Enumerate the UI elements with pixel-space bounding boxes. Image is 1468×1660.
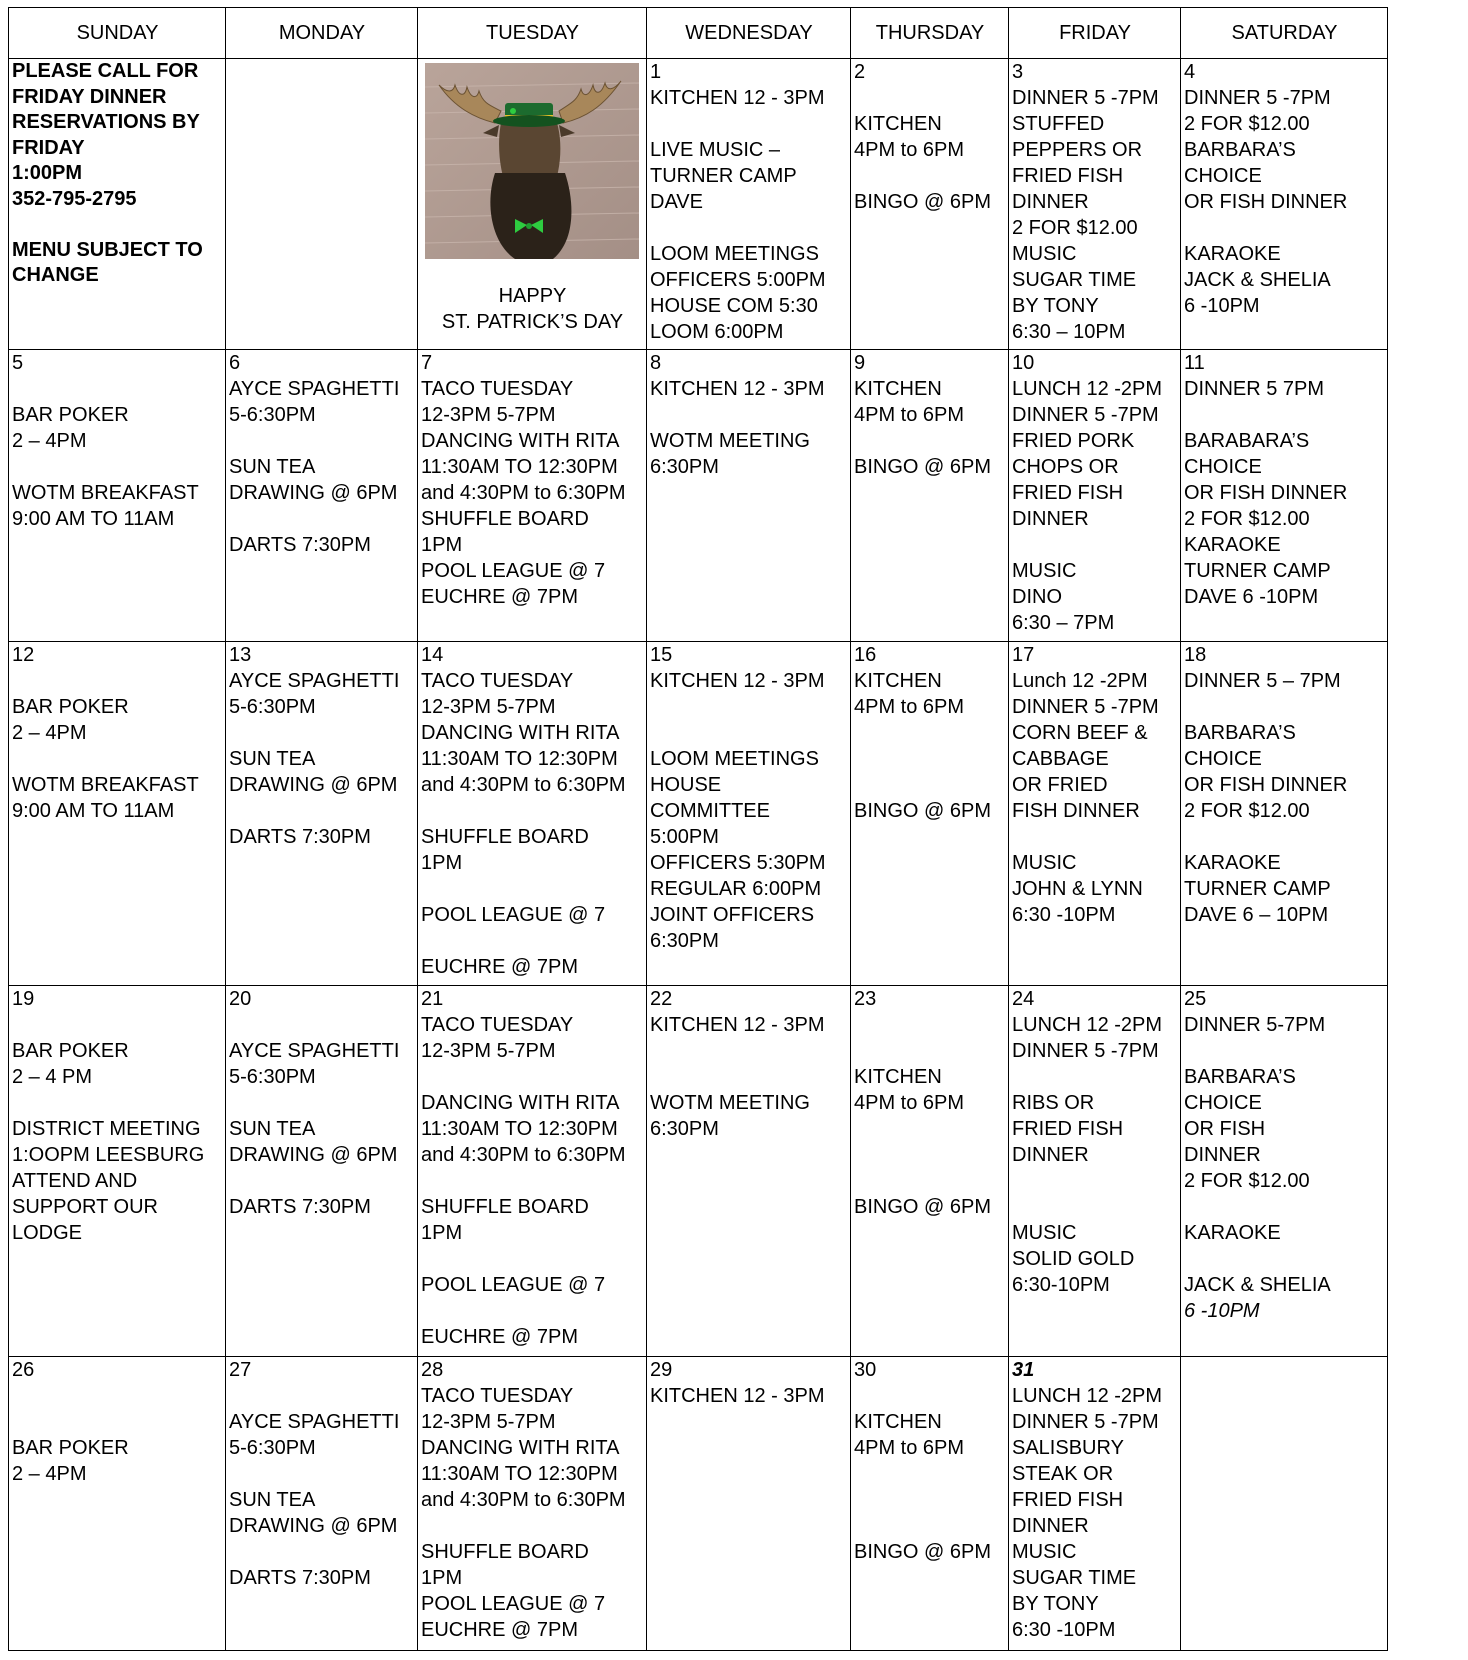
day-cell — [1181, 59, 1388, 350]
day-cell — [418, 1356, 647, 1650]
day-cell — [1181, 641, 1388, 985]
day-events: AYCE SPAGHETTI 5-6:30PM SUN TEA DRAWING @ 6PM DARTS 7:30PM — [229, 378, 400, 557]
day-number: 23 — [854, 987, 877, 1010]
day-events: TACO TUESDAY 12-3PM 5-7PM DANCING WITH RITA 11:30AM TO 12:30PM and 4:30PM to 6:30PM SHUFFLE BOARD 1PM POOL LEAGUE @ 7 EUCHRE @ 7PM — [421, 1013, 626, 1348]
day-cell — [851, 985, 1009, 1356]
day-number: 19 — [12, 987, 35, 1010]
day-events: KITCHEN 4PM to 6PM BINGO @ 6PM — [854, 1410, 991, 1563]
day-events: KITCHEN 12 - 3PM WOTM MEETING 6:30PM — [650, 1013, 825, 1140]
moose-with-hat-image — [425, 63, 639, 259]
day-number: 18 — [1184, 643, 1207, 666]
day-cell — [1009, 350, 1181, 641]
day-events: DINNER 5-7PM BARBARA’S CHOICE OR FISH DINNER 2 FOR $12.00 KARAOKE JACK & SHELIA — [1184, 1013, 1331, 1296]
day-events: KITCHEN 4PM to 6PM BINGO @ 6PM — [854, 1065, 991, 1218]
day-cell — [1009, 1356, 1181, 1650]
day-events: KITCHEN 12 - 3PM LIVE MUSIC – TURNER CAMP DAVE LOOM MEETINGS OFFICERS 5:00PM HOUSE COM 5:30 LOOM 6:00PM — [650, 87, 826, 343]
day-cell — [226, 641, 418, 985]
day-cell — [9, 1356, 226, 1650]
day-number: 10 — [1012, 352, 1035, 375]
day-events: TACO TUESDAY 12-3PM 5-7PM DANCING WITH RITA 11:30AM TO 12:30PM and 4:30PM to 6:30PM SHUFFLE BOARD 1PM POOL LEAGUE @ 7 EUCHRE @ 7PM — [421, 1384, 626, 1641]
day-number: 1 — [650, 61, 662, 83]
day-number: 31 — [1012, 1358, 1035, 1381]
day-events: LUNCH 12 -2PM DINNER 5 -7PM FRIED PORK CHOPS OR FRIED FISH DINNER MUSIC DINO 6:30 – 7PM — [1012, 378, 1163, 635]
day-number: 7 — [421, 352, 433, 375]
day-events: KITCHEN 4PM to 6PM BINGO @ 6PM — [854, 113, 991, 213]
day-events: TACO TUESDAY 12-3PM 5-7PM DANCING WITH RITA 11:30AM TO 12:30PM and 4:30PM to 6:30PM SHUFFLE BOARD 1PM POOL LEAGUE @ 7 EUCHRE @ 7PM — [421, 378, 626, 609]
st-patricks-caption: HAPPY ST. PATRICK’S DAY — [441, 285, 624, 333]
day-cell — [851, 59, 1009, 350]
day-cell — [226, 350, 418, 641]
header-sunday: SUNDAY — [9, 8, 226, 59]
header-saturday: SATURDAY — [1181, 8, 1388, 59]
day-cell — [1009, 59, 1181, 350]
day-cell — [226, 1356, 418, 1650]
day-events: BAR POKER 2 – 4PM WOTM BREAKFAST 9:00 AM TO 11AM — [12, 695, 199, 822]
day-number: 21 — [421, 987, 444, 1010]
day-events: BAR POKER 2 – 4PM — [12, 1436, 129, 1485]
day-number: 30 — [854, 1358, 877, 1381]
day-cell-st-patricks — [418, 59, 647, 350]
day-cell-notice — [9, 59, 226, 350]
day-number: 26 — [12, 1358, 35, 1381]
header-thursday: THURSDAY — [851, 8, 1009, 59]
header-monday: MONDAY — [226, 8, 418, 59]
day-events: KITCHEN 12 - 3PM — [650, 1384, 825, 1407]
day-cell — [647, 985, 851, 1356]
day-number: 24 — [1012, 987, 1035, 1010]
day-number: 28 — [421, 1358, 444, 1381]
day-number: 27 — [229, 1358, 252, 1381]
day-cell — [647, 59, 851, 350]
day-number: 8 — [650, 352, 662, 375]
day-cell — [418, 985, 647, 1356]
day-number: 9 — [854, 352, 866, 375]
day-events: TACO TUESDAY 12-3PM 5-7PM DANCING WITH RITA 11:30AM TO 12:30PM and 4:30PM to 6:30PM SHUFFLE BOARD 1PM POOL LEAGUE @ 7 EUCHRE @ 7PM — [421, 669, 626, 978]
day-number: 6 — [229, 352, 241, 375]
weekday-header-row — [9, 8, 1388, 59]
day-events: KITCHEN 12 - 3PM LOOM MEETINGS HOUSE COMMITTEE 5:00PM OFFICERS 5:30PM REGULAR 6:00PM JOINT OFFICERS 6:30PM — [650, 669, 826, 952]
day-events: AYCE SPAGHETTI 5-6:30PM SUN TEA DRAWING @ 6PM DARTS 7:30PM — [229, 1410, 400, 1589]
day-events: DINNER 5 -7PM 2 FOR $12.00 BARBARA’S CHOICE OR FISH DINNER KARAOKE JACK & SHELIA 6 -10PM — [1184, 87, 1348, 317]
header-tuesday: TUESDAY — [418, 8, 647, 59]
day-events: LUNCH 12 -2PM DINNER 5 -7PM SALISBURY STEAK OR FRIED FISH DINNER MUSIC SUGAR TIME BY TONY 6:30 -10PM — [1012, 1384, 1163, 1641]
day-events-italic: 6 -10PM — [1184, 1299, 1260, 1322]
day-events: DINNER 5 – 7PM BARBARA’S CHOICE OR FISH DINNER 2 FOR $12.00 KARAOKE TURNER CAMP DAVE 6 – 10PM — [1184, 669, 1348, 926]
day-events: Lunch 12 -2PM DINNER 5 -7PM CORN BEEF & CABBAGE OR FRIED FISH DINNER MUSIC JOHN & LYNN 6:30 -10PM — [1012, 669, 1159, 926]
day-cell — [851, 641, 1009, 985]
day-number: 14 — [421, 643, 444, 666]
day-cell — [9, 350, 226, 641]
day-number: 22 — [650, 987, 673, 1010]
moose-image-wrap — [421, 59, 644, 259]
day-events: BAR POKER 2 – 4 PM DISTRICT MEETING 1:OOPM LEESBURG ATTEND AND SUPPORT OUR LODGE — [12, 1039, 205, 1244]
day-cell — [647, 350, 851, 641]
week-row — [9, 641, 1388, 985]
day-cell-empty — [1181, 1356, 1388, 1650]
day-number: 12 — [12, 643, 35, 666]
day-events: AYCE SPAGHETTI 5-6:30PM SUN TEA DRAWING @ 6PM DARTS 7:30PM — [229, 669, 400, 848]
day-number: 11 — [1184, 352, 1205, 375]
day-number: 25 — [1184, 987, 1207, 1010]
day-cell — [1009, 985, 1181, 1356]
day-cell — [226, 985, 418, 1356]
day-cell — [9, 641, 226, 985]
day-number: 17 — [1012, 643, 1035, 666]
day-number: 16 — [854, 643, 877, 666]
day-number: 2 — [854, 61, 866, 83]
header-wednesday: WEDNESDAY — [647, 8, 851, 59]
day-events: BAR POKER 2 – 4PM WOTM BREAKFAST 9:00 AM TO 11AM — [12, 404, 199, 531]
day-number: 4 — [1184, 61, 1196, 83]
day-cell — [851, 1356, 1009, 1650]
day-events: DINNER 5 -7PM STUFFED PEPPERS OR FRIED FISH DINNER 2 FOR $12.00 MUSIC SUGAR TIME BY TONY 6:30 – 10PM — [1012, 87, 1159, 343]
day-cell — [1181, 985, 1388, 1356]
day-cell-empty — [226, 59, 418, 350]
day-cell — [647, 641, 851, 985]
day-events: DINNER 5 7PM BARABARA’S CHOICE OR FISH DINNER 2 FOR $12.00 KARAOKE TURNER CAMP DAVE 6 -10PM — [1184, 378, 1348, 609]
day-events: KITCHEN 4PM to 6PM BINGO @ 6PM — [854, 669, 991, 822]
day-cell — [1181, 350, 1388, 641]
day-cell — [418, 641, 647, 985]
week-row — [9, 985, 1388, 1356]
day-events: LUNCH 12 -2PM DINNER 5 -7PM RIBS OR FRIED FISH DINNER MUSIC SOLID GOLD 6:30-10PM — [1012, 1013, 1163, 1296]
day-cell — [851, 350, 1009, 641]
week-row — [9, 1356, 1388, 1650]
day-number: 29 — [650, 1358, 673, 1381]
day-cell — [647, 1356, 851, 1650]
day-number: 15 — [650, 643, 673, 666]
header-friday: FRIDAY — [1009, 8, 1181, 59]
day-cell — [418, 350, 647, 641]
day-events: KITCHEN 12 - 3PM WOTM MEETING 6:30PM — [650, 378, 825, 479]
day-number: 13 — [229, 643, 252, 666]
day-number: 3 — [1012, 61, 1024, 83]
week-row — [9, 59, 1388, 350]
day-number: 20 — [229, 987, 252, 1010]
day-events: AYCE SPAGHETTI 5-6:30PM SUN TEA DRAWING @ 6PM DARTS 7:30PM — [229, 1039, 400, 1218]
day-events: KITCHEN 4PM to 6PM BINGO @ 6PM — [854, 378, 991, 479]
week-row — [9, 350, 1388, 641]
calendar-table — [8, 7, 1388, 1651]
day-cell — [9, 985, 226, 1356]
day-cell — [1009, 641, 1181, 985]
day-number: 5 — [12, 352, 24, 375]
reservation-notice: PLEASE CALL FOR FRIDAY DINNER RESERVATIONS BY FRIDAY 1:00PM 352-795-2795 MENU SUBJECT TO CHANGE — [12, 60, 203, 286]
